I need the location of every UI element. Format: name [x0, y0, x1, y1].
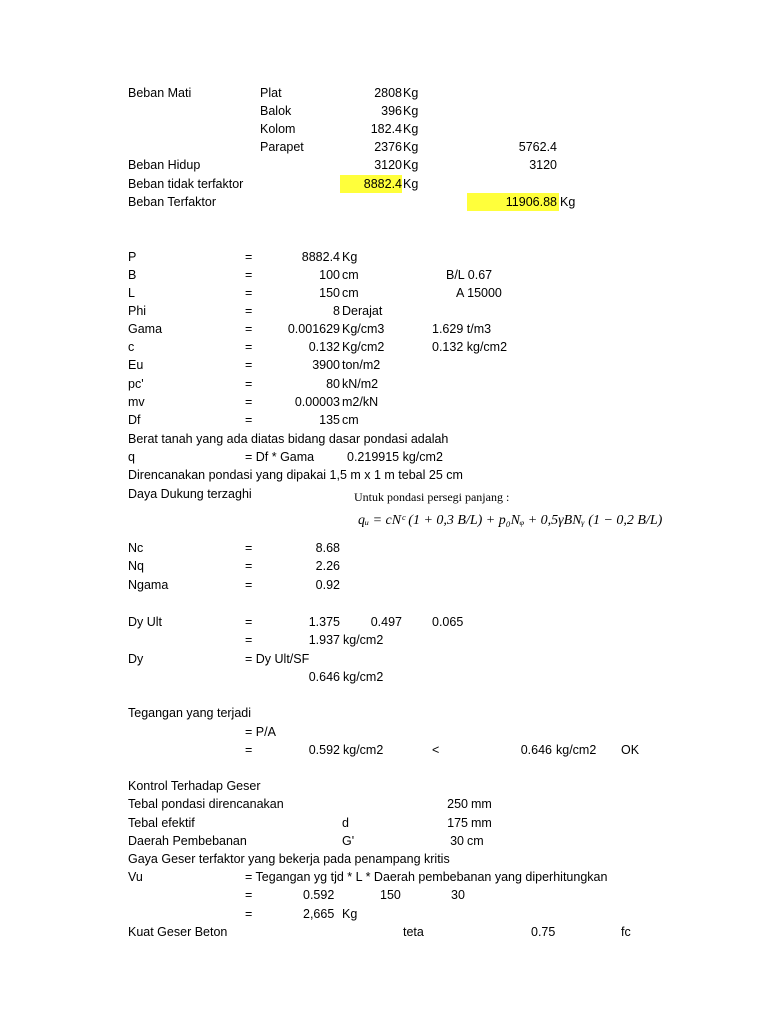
concrete-shear-label: Kuat Geser Beton	[128, 925, 228, 939]
param-label: P	[128, 250, 137, 264]
shear-row-symbol: d	[342, 816, 349, 830]
formula-caption: Untuk pondasi persegi panjang :	[354, 490, 510, 504]
param-label: L	[128, 286, 135, 300]
stress-compare: <	[432, 743, 440, 757]
param-unit: Kg/cm3	[342, 322, 385, 336]
param-eq: =	[245, 413, 253, 427]
param-value: 150	[319, 286, 340, 300]
factored-load-unit: Kg	[560, 195, 576, 209]
load-item-value: 396	[381, 104, 402, 118]
dy-ult-eq: =	[245, 615, 253, 629]
shear-row-value: 30	[450, 834, 464, 848]
dy-ult-label: Dy Ult	[128, 615, 163, 629]
dy-label: Dy	[128, 652, 144, 666]
q-value: 0.219915 kg/cm2	[347, 450, 443, 464]
stress-limit-unit: kg/cm2	[556, 743, 597, 757]
shear-row-label: Tebal pondasi direncanakan	[128, 797, 284, 811]
factored-load-label: Beban Terfaktor	[128, 195, 217, 209]
stress-eq: =	[245, 743, 253, 757]
vu-eq: =	[245, 907, 253, 921]
shear-row-value: 175	[447, 816, 468, 830]
param-unit: kN/m2	[342, 377, 379, 391]
param-unit: cm	[342, 268, 359, 282]
param-eq: =	[245, 304, 253, 318]
factor-value: 0.92	[315, 578, 340, 592]
param-eq: =	[245, 250, 253, 264]
stress-value: 0.592	[308, 743, 340, 757]
dead-load-total: 5762.4	[518, 140, 557, 154]
load-item-name: Kolom	[260, 122, 296, 136]
vu-formula: = Tegangan yg tjd * L * Daerah pembebanan yang diperhitungkan	[245, 870, 608, 884]
load-item-value: 182.4	[370, 122, 402, 136]
live-load-value: 3120	[374, 158, 402, 172]
soil-note: Berat tanah yang ada diatas bidang dasar pondasi adalah	[128, 432, 449, 446]
shear-row-unit: mm	[471, 816, 492, 830]
param-extra: 0.132 kg/cm2	[432, 340, 508, 354]
param-value: 8	[333, 304, 340, 318]
param-value: 135	[319, 413, 340, 427]
param-label: Phi	[128, 304, 147, 318]
param-label: B	[128, 268, 137, 282]
unfactored-load-value: 8882.4	[363, 177, 402, 191]
param-eq: =	[245, 377, 253, 391]
param-unit: m2/kN	[342, 395, 379, 409]
param-unit: Kg	[342, 250, 358, 264]
dy-formula: = Dy Ult/SF	[245, 652, 310, 666]
load-item-name: Plat	[260, 86, 282, 100]
vu-unit: Kg	[342, 907, 358, 921]
load-item-unit: Kg	[403, 122, 419, 136]
load-item-name: Parapet	[260, 140, 304, 154]
param-eq: =	[245, 340, 253, 354]
param-eq: =	[245, 268, 253, 282]
param-unit: ton/m2	[342, 358, 381, 372]
param-label: mv	[128, 395, 145, 409]
param-eq: =	[245, 322, 253, 336]
param-extra: 1.629 t/m3	[432, 322, 492, 336]
param-eq: =	[245, 286, 253, 300]
param-label: c	[128, 340, 135, 354]
param-unit: Derajat	[342, 304, 383, 318]
dy-ult-unit: kg/cm2	[343, 633, 384, 647]
teta-label: teta	[403, 925, 424, 939]
param-value: 8882.4	[301, 250, 340, 264]
factor-value: 2.26	[315, 559, 340, 573]
param-unit: cm	[342, 286, 359, 300]
unfactored-load-unit: Kg	[403, 177, 419, 191]
q-label: q	[128, 450, 135, 464]
factor-label: Nq	[128, 559, 144, 573]
dy-ult-term: 0.497	[370, 615, 402, 629]
stress-status: OK	[621, 743, 640, 757]
param-label: Df	[128, 413, 141, 427]
param-value: 0.132	[308, 340, 340, 354]
param-eq: =	[245, 395, 253, 409]
dy-ult-eq: =	[245, 633, 253, 647]
vu-term: 0.592	[303, 888, 335, 902]
param-unit: cm	[342, 413, 359, 427]
factor-label: Ngama	[128, 578, 169, 592]
shear-row-label: Daerah Pembebanan	[128, 834, 247, 848]
teta-value: 0.75	[531, 925, 556, 939]
vu-term: 150	[380, 888, 401, 902]
param-value: 0.001629	[287, 322, 340, 336]
dy-ult-term: 1.375	[308, 615, 340, 629]
live-load-total: 3120	[529, 158, 557, 172]
dy-ult-value: 1.937	[308, 633, 340, 647]
param-unit: Kg/cm2	[342, 340, 385, 354]
factor-eq: =	[245, 541, 253, 555]
param-label: pc'	[128, 377, 144, 391]
shear-row-label: Tebal efektif	[128, 816, 195, 830]
stress-limit-value: 0.646	[520, 743, 552, 757]
live-load-unit: Kg	[403, 158, 419, 172]
factored-load-value: 11906.88	[505, 195, 557, 209]
dead-load-label: Beban Mati	[128, 86, 192, 100]
param-extra: B/L 0.67	[446, 268, 493, 282]
shear-row-unit: cm	[467, 834, 484, 848]
shear-row-value: 250	[447, 797, 468, 811]
factor-label: Nc	[128, 541, 144, 555]
shear-row-unit: mm	[471, 797, 492, 811]
param-eq: =	[245, 358, 253, 372]
load-item-unit: Kg	[403, 104, 419, 118]
shear-row-symbol: G'	[342, 834, 355, 848]
param-value: 0.00003	[294, 395, 340, 409]
vu-label: Vu	[128, 870, 143, 884]
bearing-title: Daya Dukung terzaghi	[128, 487, 252, 501]
dy-ult-term: 0.065	[432, 615, 464, 629]
param-value: 100	[319, 268, 340, 282]
terzaghi-formula: qᵤ = cNᶜ (1 + 0,3 B/L) + p₀Nᵩ + 0,5γBNᵧ (1 − 0,2 B/L)	[358, 513, 663, 528]
param-label: Eu	[128, 358, 144, 372]
shear-title: Kontrol Terhadap Geser	[128, 779, 261, 793]
foundation-plan-note: Direncanakan pondasi yang dipakai 1,5 m x 1 m tebal 25 cm	[128, 468, 463, 482]
factor-eq: =	[245, 578, 253, 592]
vu-term: 30	[451, 888, 465, 902]
load-item-name: Balok	[260, 104, 292, 118]
shear-force-title: Gaya Geser terfaktor yang bekerja pada penampang kritis	[128, 852, 450, 866]
unfactored-load-label: Beban tidak terfaktor	[128, 177, 244, 191]
dy-value: 0.646	[308, 670, 340, 684]
fc-label: fc	[621, 925, 631, 939]
factor-eq: =	[245, 559, 253, 573]
load-item-unit: Kg	[403, 140, 419, 154]
vu-value: 2,665	[303, 907, 335, 921]
vu-eq: =	[245, 888, 253, 902]
load-item-value: 2808	[374, 86, 402, 100]
dy-unit: kg/cm2	[343, 670, 384, 684]
load-item-value: 2376	[374, 140, 402, 154]
stress-title: Tegangan yang terjadi	[128, 706, 252, 720]
factor-value: 8.68	[315, 541, 340, 555]
q-formula: = Df * Gama	[245, 450, 315, 464]
param-value: 80	[326, 377, 340, 391]
load-item-unit: Kg	[403, 86, 419, 100]
live-load-label: Beban Hidup	[128, 158, 201, 172]
param-label: Gama	[128, 322, 163, 336]
param-value: 3900	[312, 358, 340, 372]
stress-formula: = P/A	[245, 725, 276, 739]
stress-unit: kg/cm2	[343, 743, 384, 757]
param-extra: A 15000	[456, 286, 502, 300]
